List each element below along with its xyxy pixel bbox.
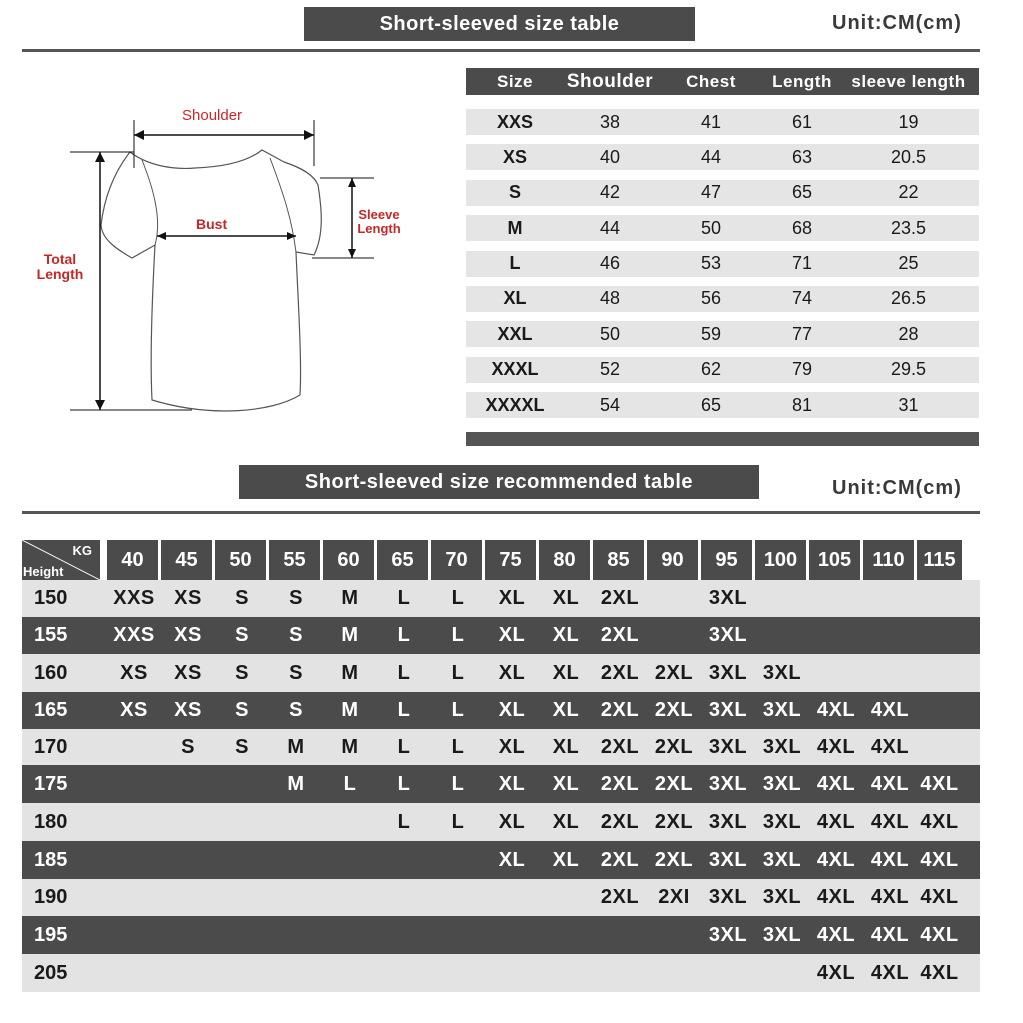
size-recommendation-cell: L [397,587,411,609]
size-recommendation-cell: M [287,735,305,758]
weight-header: 105 [809,540,860,580]
recommended-row [22,617,980,654]
size-recommendation-cell: XL [552,848,580,871]
recommended-row [22,580,980,617]
size-cell: XXXXL [485,394,545,415]
size-recommendation-cell: 4XL [816,810,856,833]
size-recommendation-cell: 4XL [816,735,856,758]
size-row [466,215,979,241]
size-cell: 47 [700,182,722,203]
size-cell: 56 [700,288,722,309]
size-cell: S [508,182,521,203]
size-recommendation-cell: 4XL [870,961,910,984]
weight-header: 110 [863,540,914,580]
size-cell: 61 [791,111,813,132]
weight-header: 40 [107,540,158,580]
size-recommendation-cell: S [235,587,249,609]
size-recommendation-cell: 2XL [600,587,640,609]
size-recommendation-cell: L [343,772,357,795]
size-cell: XL [503,288,527,309]
size-recommendation-cell: XL [498,848,526,871]
size-recommendation-cell: 2XL [654,699,694,721]
size-row [466,392,979,418]
recommended-row [22,765,980,803]
header-size: Size [496,71,534,91]
size-cell: 71 [791,253,813,274]
size-row [466,321,979,347]
size-cell: XXL [497,323,533,344]
size-recommendation-cell: XL [498,699,526,721]
size-recommendation-cell: S [289,661,303,684]
size-cell: 50 [700,217,722,238]
size-row [466,144,979,170]
size-recommendation-cell: 4XL [920,961,959,984]
size-cell: 20.5 [890,146,927,167]
height-label: 155 [34,624,68,646]
size-recommendation-cell: 4XL [870,699,910,721]
size-recommendation-cell: M [341,587,359,609]
size-recommendation-cell: L [451,661,465,684]
size-recommendation-cell: 4XL [816,699,856,721]
size-recommendation-cell: 3XL [708,735,748,758]
size-recommendation-cell: 2XL [600,772,640,795]
size-recommendation-cell: XL [552,624,580,646]
size-recommendation-cell: 2XL [654,735,694,758]
size-recommendation-cell: 3XL [708,587,748,609]
recommended-row [22,692,980,729]
size-recommendation-cell: 3XL [708,661,748,684]
size-table [466,68,979,446]
size-recommendation-cell: 4XL [870,848,910,871]
size-cell: 25 [898,253,919,274]
size-cell: 54 [599,394,621,415]
size-recommendation-cell: XS [174,699,202,721]
size-recommendation-cell: XL [498,624,526,646]
weight-header: 90 [647,540,698,580]
size-recommendation-cell: XS [174,661,202,684]
height-label: 165 [34,699,68,721]
size-recommendation-cell: 3XL [762,735,802,758]
weight-header: 100 [755,540,806,580]
size-recommendation-cell: 4XL [816,848,856,871]
weight-header: 75 [485,540,536,580]
size-cell: 23.5 [890,217,927,238]
height-label: 175 [34,772,68,795]
size-recommendation-cell: 4XL [816,886,856,908]
header-length: Length [772,71,832,91]
size-recommendation-cell: 2XL [654,661,694,684]
height-label: 185 [34,848,68,871]
size-recommendation-cell: M [287,772,305,795]
recommended-unit-label: Unit:CM(cm) [832,477,962,499]
size-recommendation-cell: 3XL [708,772,748,795]
recommended-table-title: Short-sleeved size recommended table [239,465,759,499]
weight-header: 80 [539,540,590,580]
size-cell: 68 [791,217,813,238]
size-recommendation-cell: 2XL [600,886,640,908]
size-recommendation-cell: L [451,624,465,646]
size-recommendation-cell: 4XL [870,772,910,795]
height-label: 190 [34,886,68,908]
size-recommendation-cell: 2XL [600,735,640,758]
size-recommendation-cell: 2XL [600,810,640,833]
size-recommendation-cell: L [451,735,465,758]
size-cell: 44 [599,217,621,238]
size-cell: XS [502,146,527,167]
size-recommendation-cell: 3XL [762,699,802,721]
size-recommendation-cell: S [181,735,195,758]
size-cell: 52 [599,359,621,380]
weight-header: 45 [161,540,212,580]
size-recommendation-cell: 3XL [708,923,748,946]
size-cell: 77 [791,323,813,344]
size-recommendation-cell: 4XL [870,886,910,908]
size-row [466,286,979,312]
top-divider [22,49,980,52]
height-label: 160 [34,661,68,684]
size-cell: 44 [700,146,722,167]
size-recommendation-cell: S [235,699,249,721]
size-cell: M [507,217,523,238]
weight-header: 65 [377,540,428,580]
size-row [466,109,979,135]
size-recommendation-cell: L [451,772,465,795]
recommended-row [22,654,980,692]
size-cell: 46 [599,253,621,274]
size-recommendation-cell: L [451,587,465,609]
size-cell: 19 [898,111,919,132]
size-recommendation-cell: XL [552,587,580,609]
size-recommendation-cell: 4XL [816,772,856,795]
size-cell: L [509,253,521,274]
size-row [466,251,979,277]
size-cell: 40 [599,146,621,167]
size-recommendation-cell: L [397,661,411,684]
size-row [466,357,979,383]
size-recommendation-cell: S [235,661,249,684]
size-recommendation-cell: 2XL [600,848,640,871]
size-recommendation-cell: 3XL [762,923,802,946]
size-recommendation-cell: L [397,772,411,795]
size-recommendation-cell: XL [498,735,526,758]
size-recommendation-cell: 4XL [870,923,910,946]
size-recommendation-cell: L [397,735,411,758]
size-recommendation-cell: 2XL [600,699,640,721]
size-recommendation-cell: L [397,699,411,721]
size-recommendation-cell: M [341,735,359,758]
tshirt-shape [101,150,321,411]
height-label: 170 [34,735,68,758]
size-recommendation-cell: 2XI [658,886,690,908]
size-recommendation-cell: XL [498,772,526,795]
size-cell: 74 [791,288,813,309]
size-cell: 28 [898,323,919,344]
size-recommendation-cell: 3XL [708,810,748,833]
size-recommendation-cell: 4XL [816,961,856,984]
size-recommendation-cell: S [289,587,303,609]
size-recommendation-cell: 3XL [708,848,748,871]
size-recommendation-cell: XL [552,772,580,795]
corner-height-label: Height [23,564,64,579]
size-cell: 42 [599,182,621,203]
size-recommendation-cell: 2XL [654,848,694,871]
size-recommendation-cell: XXS [113,624,155,646]
size-recommendation-cell: L [451,810,465,833]
recommended-row [22,954,980,992]
header-shoulder: Shoulder [566,70,654,92]
size-recommendation-cell: 3XL [762,661,802,684]
sleeve-length-label: Sleeve Length [357,207,401,237]
size-cell: 59 [700,323,722,344]
size-recommendation-cell: 4XL [920,886,959,908]
weight-header: 95 [701,540,752,580]
corner-kg-label: KG [72,543,92,558]
tshirt-diagram [22,100,462,430]
size-recommendation-cell: M [341,624,359,646]
size-recommendation-cell: 4XL [870,810,910,833]
size-cell: 65 [791,182,813,203]
size-cell: 22 [898,182,919,203]
recommended-divider [22,511,980,514]
size-recommendation-cell: 4XL [870,735,910,758]
size-recommendation-cell: 4XL [920,848,959,871]
size-recommendation-cell: 3XL [762,772,802,795]
size-recommendation-cell: 4XL [920,923,959,946]
size-recommendation-cell: 3XL [708,886,748,908]
size-recommendation-cell: S [235,735,249,758]
total-length-label: Total Length [36,251,84,283]
header-sleeve-length: sleeve length [851,71,966,91]
weight-header: 55 [269,540,320,580]
size-recommendation-cell: S [289,624,303,646]
size-recommendation-cell: L [451,699,465,721]
unit-label: Unit:CM(cm) [832,12,962,34]
size-recommendation-cell: 3XL [708,624,748,646]
weight-header: 85 [593,540,644,580]
size-cell: 48 [599,288,621,309]
size-recommendation-cell: XS [174,587,202,609]
size-cell: 62 [700,359,722,380]
size-recommendation-cell: 2XL [654,810,694,833]
header-chest: Chest [686,71,736,91]
recommended-row [22,803,980,841]
recommended-row [22,879,980,916]
height-label: 150 [34,587,68,609]
size-recommendation-cell: L [397,624,411,646]
size-recommendation-cell: 4XL [816,923,856,946]
size-recommendation-cell: XL [498,810,526,833]
corner-cell [22,540,100,580]
size-recommendation-cell: 3XL [762,886,802,908]
size-cell: 53 [700,253,722,274]
size-recommendation-cell: M [341,661,359,684]
weight-header: 50 [215,540,266,580]
height-label: 195 [34,923,68,946]
weight-header: 70 [431,540,482,580]
size-recommendation-cell: S [235,624,249,646]
size-recommendation-cell: XL [552,699,580,721]
height-label: 205 [34,961,68,984]
size-recommendation-cell: S [289,699,303,721]
size-cell: 31 [898,394,919,415]
size-cell: 41 [700,111,722,132]
size-recommendation-cell: XL [552,735,580,758]
bust-label: Bust [196,216,228,232]
size-recommendation-cell: 4XL [920,772,959,795]
height-label: 180 [34,810,68,833]
size-cell: 50 [599,323,621,344]
size-recommendation-cell: XL [498,661,526,684]
size-recommendation-cell: 2XL [654,772,694,795]
size-recommendation-cell: XL [498,587,526,609]
size-recommendation-cell: XXS [113,587,155,609]
size-cell: XXS [496,111,534,132]
recommended-row [22,841,980,879]
size-recommendation-cell: 2XL [600,661,640,684]
size-recommendation-cell: 4XL [920,810,959,833]
size-cell: 81 [791,394,813,415]
recommended-row [22,729,980,765]
recommended-table-header [22,540,980,580]
size-recommendation-cell: XS [174,624,202,646]
size-recommendation-cell: XL [552,810,580,833]
size-cell: 26.5 [890,288,927,309]
size-table-footer [466,432,979,446]
size-cell: 65 [700,394,722,415]
size-recommendation-cell: 3XL [762,848,802,871]
size-recommendation-cell: XS [120,661,148,684]
size-recommendation-cell: 3XL [762,810,802,833]
size-cell: 29.5 [890,359,927,380]
size-cell: 63 [791,146,813,167]
size-recommendation-cell: XS [120,699,148,721]
size-table-title: Short-sleeved size table [304,7,695,41]
size-recommendation-cell: XL [552,661,580,684]
size-row [466,180,979,206]
size-recommendation-cell: L [397,810,411,833]
recommended-table [22,540,980,992]
size-cell: 79 [791,359,813,380]
size-recommendation-cell: 3XL [708,699,748,721]
shoulder-label: Shoulder [182,107,243,124]
size-recommendation-cell: 2XL [600,624,640,646]
size-cell: XXXL [491,359,539,380]
size-table-header [466,68,979,95]
size-cell: 38 [599,111,621,132]
size-recommendation-cell: M [341,699,359,721]
weight-header: 60 [323,540,374,580]
recommended-row [22,916,980,954]
weight-header: 115 [917,540,962,580]
